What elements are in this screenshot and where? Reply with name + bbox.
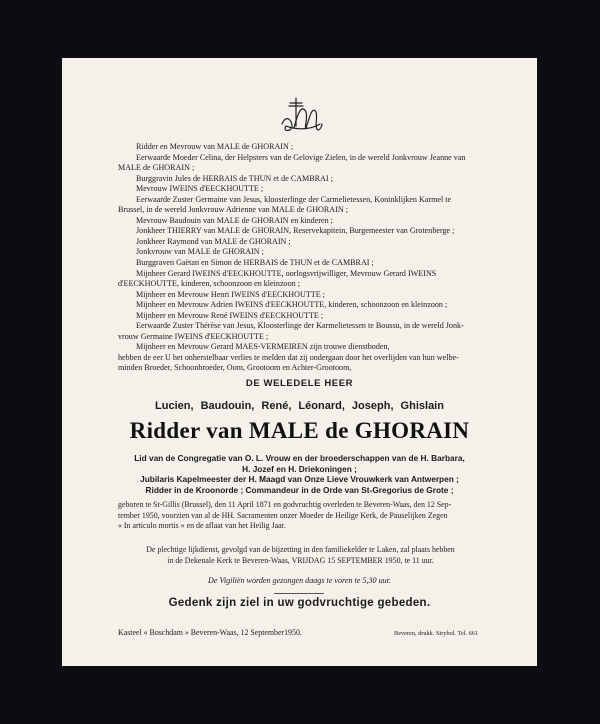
title-line: H. Jozef en H. Driekoningen ; <box>242 463 357 474</box>
mourning-card <box>62 58 537 666</box>
divider <box>274 593 324 594</box>
mourner-line: Burggraven Gaëtan en Simon de HERBAIS de THUN et de CAMBRAI ; <box>136 258 374 268</box>
text-line: geboren te St-Gillis (Brussel), den 11 April 1871 en godvruchtig overleden te Beveren-Waas, den 12 Sep- <box>118 500 452 509</box>
mourner-line: Mevrouw Baudouin van MALE de GHORAIN en kinderen ; <box>136 215 333 225</box>
mourner-line: Jonkheer THIERRY van MALE de GHORAIN, Reservekapitein, Burgemeester van Grotenberge ; <box>136 226 455 236</box>
printer-credit: Beveren, drukk. Strybol. Tel. 661 <box>394 630 479 637</box>
announcement-line: minden Broeder, Schoonbroeder, Oom, Grootoom en Achter-Grootoom, <box>118 363 352 373</box>
deceased-name: Ridder van MALE de GHORAIN <box>129 418 470 443</box>
text-line: De plechtige lijkdienst, gevolgd van de bijzetting in den familiekelder te Laken, zal plaats hebben <box>146 545 455 554</box>
mourner-line: Mijnheer en Mevrouw René IWEINS d'EECKHOUTTE ; <box>136 310 324 320</box>
funeral-paragraph <box>118 545 483 566</box>
mourner-line: Ridder en Mevrouw van MALE de GHORAIN ; <box>136 142 294 151</box>
place-date: Kasteel « Boschdam » Beveren-Waas, 12 September1950. <box>118 628 302 637</box>
first-names: Lucien, Baudouin, René, Léonard, Joseph, Ghislain <box>155 400 444 412</box>
cross-monogram-icon <box>276 94 324 136</box>
mourner-line: Eerwaarde Moeder Celina, der Helpsters van de Gelovige Zielen, in de wereld Jonkvrouw Jeanne van <box>136 152 466 162</box>
vigil-notice: De Vigiliën worden gezongen daags te voren te 5,30 uur. <box>208 576 391 585</box>
honorific-titles <box>122 453 477 496</box>
text-line: in de Dekenale Kerk te Beveren-Waas, VRIJDAG 15 SEPTEMBER 1950, te 11 uur. <box>167 555 434 565</box>
birth-death-paragraph <box>118 500 483 532</box>
text-line: « In articulo mortis » en de aflaat van het Heilig Jaar. <box>118 521 286 531</box>
mourner-line: d'EECKHOUTTE, kinderen, schoonzoon en kleinzoon ; <box>118 279 300 289</box>
title-line: Jubilaris Kapelmeester der H. Maagd van Onze Lieve Vrouwkerk van Antwerpen ; <box>140 474 459 485</box>
mourner-line: Brussel, in de wereld Jonkvrouw Adrienne van MALE de GHORAIN ; <box>118 205 348 215</box>
mourner-line: Burggravin Jules de HERBAIS de THUN et de CAMBRAI ; <box>136 173 333 183</box>
announcement-line: hebben de eer U het onherstelbaar verlies te melden dat zij ondergaan door het overlijden van hun welbe- <box>118 352 459 362</box>
mourner-line: Mijnheer en Mevrouw Adrien IWEINS d'EECKHOUTTE, kinderen, schoonzoon en kleinzoon ; <box>136 300 448 310</box>
mourner-line: Jonkvrouw van MALE de GHORAIN ; <box>136 247 264 257</box>
mourner-line: Mijnheer Gerard IWEINS d'EECKHOUTTE, oorlogsvrijwilliger, Mevrouw Gerard IWEINS <box>136 268 437 278</box>
text-line: tember 1950, voorzien van al de HH. Sacramenten onzer Moeder de Heilige Kerk, de Pauselijken Zegen <box>118 510 448 520</box>
prayer-request: Gedenk zijn ziel in uw godvruchtige gebeden. <box>168 597 431 609</box>
title-line: Lid van de Congregatie van O. L. Vrouw en der broederschappen van de H. Barbara, <box>134 453 465 463</box>
mourners-list <box>118 142 518 374</box>
mourner-line: Eerwaarde Zuster Germaine van Jesus, kloosterlinge der Carmelietessen, Koninklijken Karmel te <box>136 194 452 204</box>
heading-heer: DE WELEDELE HEER <box>245 378 354 389</box>
mourner-line: Eerwaarde Zuster Thérèse van Jesus, Kloosterlinge der Karmelietessen te Boussu, in de wereld Jonk- <box>136 321 464 331</box>
mourner-line: vrouw Germaine IWEINS d'EECKHOUTTE ; <box>118 331 269 341</box>
title-line: Ridder in de Kroonorde ; Commandeur in de Orde van St-Gregorius de Grote ; <box>145 485 454 496</box>
mourner-line: Mijnheer en Mevrouw Gerard MAES-VERMEIREN zijn trouwe dienstboden, <box>136 342 390 352</box>
mourner-line: Mevrouw IWEINS d'EECKHOUTTE ; <box>136 184 264 194</box>
mourner-line: MALE de GHORAIN ; <box>118 163 195 173</box>
mourner-line: Jonkheer Raymond van MALE de GHORAIN ; <box>136 236 291 246</box>
mourner-line: Mijnheer en Mevrouw Henri IWEINS d'EECKHOUTTE ; <box>136 289 325 299</box>
